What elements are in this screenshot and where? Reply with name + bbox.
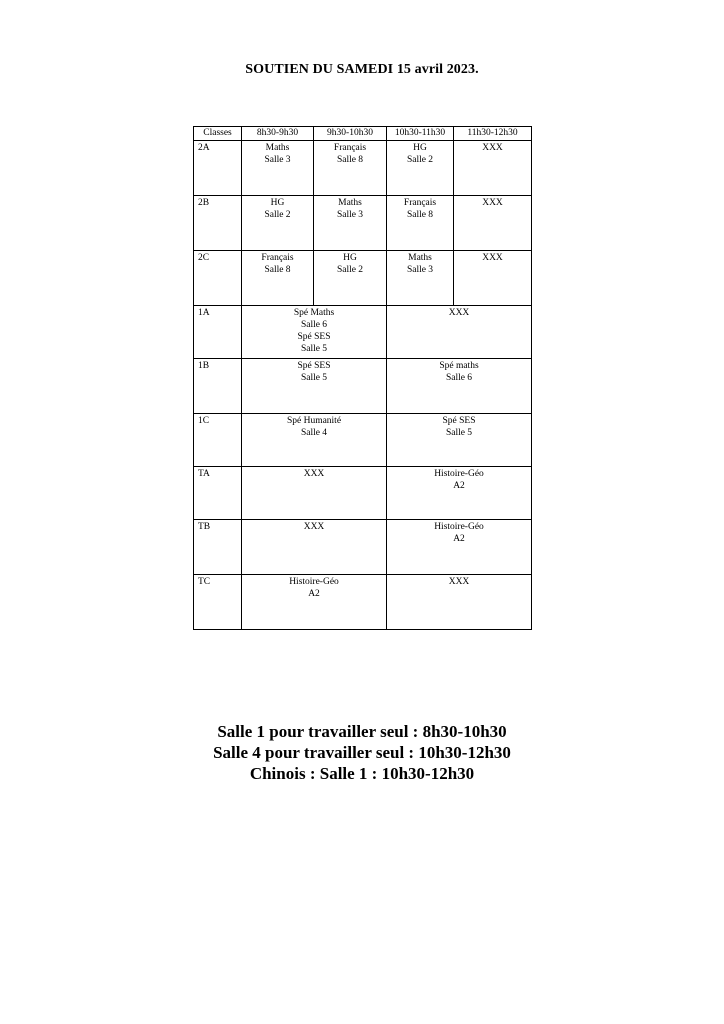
subject: Histoire-Géo [289, 577, 339, 587]
class-label: TA [194, 467, 242, 520]
subject: Spé Maths [293, 308, 335, 318]
column-header-slot-2: 9h30-10h30 [314, 127, 387, 141]
room: Salle 8 [336, 155, 364, 165]
table-row [194, 359, 532, 414]
table-cell [242, 520, 387, 575]
subject: Histoire-Géo [434, 469, 484, 479]
class-label: TC [194, 575, 242, 630]
room: Salle 4 [300, 428, 328, 438]
table-cell [242, 575, 387, 630]
table-cell [387, 196, 454, 251]
table-cell [387, 520, 532, 575]
footer-note-2: Salle 4 pour travailler seul : 10h30-12h30 [213, 743, 511, 762]
table-row [194, 196, 532, 251]
room: Salle 2 [336, 265, 364, 275]
subject: Histoire-Géo [434, 522, 484, 532]
subject: Spé Humanité [286, 416, 342, 426]
subject: Français [261, 253, 294, 263]
subject: XXX [448, 308, 470, 318]
subject: Français [333, 143, 367, 153]
column-header-slot-4: 11h30-12h30 [454, 127, 532, 141]
subject: HG [270, 198, 285, 208]
footer-note-3: Chinois : Salle 1 : 10h30-12h30 [249, 764, 475, 783]
table-cell [387, 359, 532, 414]
class-label: 1A [194, 306, 242, 359]
table-row [194, 141, 532, 196]
room: Salle 5 [300, 344, 328, 354]
room: A2 [453, 481, 465, 491]
table-cell [387, 141, 454, 196]
subject: Maths [408, 253, 432, 263]
subject: Maths [265, 143, 290, 153]
subject: XXX [303, 469, 325, 479]
schedule-table [193, 126, 532, 630]
table-cell [314, 141, 387, 196]
table-cell [242, 359, 387, 414]
table-header-row [194, 127, 532, 141]
table-cell [242, 251, 314, 306]
column-header-slot-3: 10h30-11h30 [387, 127, 454, 141]
table-row [194, 575, 532, 630]
subject: XXX [448, 577, 470, 587]
table-row [194, 306, 532, 359]
table-cell [242, 414, 387, 467]
class-label: 2C [194, 251, 242, 306]
column-header-slot-1: 8h30-9h30 [242, 127, 314, 141]
class-label: TB [194, 520, 242, 575]
room: Salle 5 [300, 373, 328, 383]
room: Salle 3 [264, 155, 291, 165]
subject: XXX [482, 198, 503, 208]
table-cell [314, 251, 387, 306]
table-cell [387, 467, 532, 520]
subject: Français [403, 198, 437, 208]
table-row [194, 251, 532, 306]
room: A2 [453, 534, 465, 544]
subject: Spé SES [297, 361, 331, 371]
room: Salle 8 [406, 210, 434, 220]
room: Salle 2 [264, 210, 291, 220]
class-label: 1B [194, 359, 242, 414]
table-cell [454, 251, 532, 306]
table-cell [242, 141, 314, 196]
subject: XXX [482, 143, 503, 153]
room: Salle 5 [445, 428, 473, 438]
class-label: 2A [194, 141, 242, 196]
room: Salle 2 [406, 155, 434, 165]
table-cell [387, 251, 454, 306]
table-cell [242, 196, 314, 251]
room: Salle 6 [300, 320, 328, 330]
footer-note-1: Salle 1 pour travailler seul : 8h30-10h30 [217, 722, 507, 741]
room: Salle 8 [264, 265, 291, 275]
room: Salle 6 [445, 373, 473, 383]
room: Salle 3 [406, 265, 434, 275]
column-header-classes: Classes [194, 127, 242, 141]
table-cell [387, 575, 532, 630]
room: Salle 3 [336, 210, 364, 220]
subject: Maths [338, 198, 362, 208]
subject: Spé SES [442, 416, 476, 426]
room: A2 [308, 589, 320, 599]
table-row [194, 414, 532, 467]
table-cell [387, 306, 532, 359]
table-cell [314, 196, 387, 251]
subject: HG [413, 143, 427, 153]
table-cell [242, 306, 387, 359]
table-row [194, 467, 532, 520]
table-cell [387, 414, 532, 467]
footer-notes [0, 721, 724, 784]
page-title: SOUTIEN DU SAMEDI 15 avril 2023. [245, 62, 479, 77]
subject: HG [343, 253, 357, 263]
table-cell [454, 141, 532, 196]
subject: XXX [303, 522, 325, 532]
table-cell [454, 196, 532, 251]
table-cell [242, 467, 387, 520]
class-label: 1C [194, 414, 242, 467]
class-label: 2B [194, 196, 242, 251]
table-row [194, 520, 532, 575]
subject: XXX [482, 253, 503, 263]
subject: Spé SES [297, 332, 331, 342]
subject: Spé maths [439, 361, 479, 371]
